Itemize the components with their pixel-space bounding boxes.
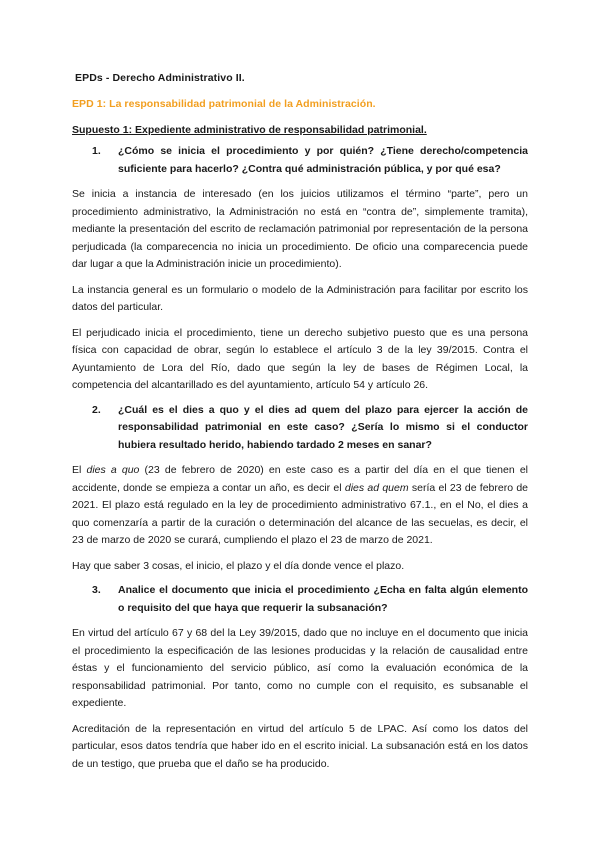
question-2	[72, 402, 528, 455]
question-1-text: ¿Cómo se inicia el procedimiento y por quién? ¿Tiene derecho/competencia suficiente para hacerlo? ¿Contra qué administración pública, y por qué esa?	[118, 145, 528, 175]
answer-2-text-e: sería el 23 de febrero de 2021. El plazo está regulado en la ley de procedimiento administrativo 67.1., en el No, el dies a quo comenzaría a partir de la curación o determinación del alcance de las secuelas, es decir, el 23 de marzo de 2020 se curará, cumpliendo el plazo el 23 de marzo de 2021.	[72, 481, 528, 546]
answer-2-term-dies-ad-quem: dies ad quem	[344, 481, 409, 494]
answer-2-paragraph-1	[72, 462, 528, 550]
answer-1-paragraph-3: El perjudicado inicia el procedimiento, tiene un derecho subjetivo puesto que es una persona física con capacidad de obrar, según lo establece el artículo 3 de la ley 39/2015. Contra el Ayuntamiento de Lora del Río, dado que según la ley de bases de Régimen Local, la competencia del alcantarillado es del ayuntamiento, artículo 54 y artículo 26.	[72, 326, 528, 391]
document-page	[72, 72, 528, 773]
answer-2-term-dies-a-quo: dies a quo	[86, 464, 140, 476]
answer-3-paragraph-1: En virtud del artículo 67 y 68 del la Ley 39/2015, dado que no incluye en el documento que inicia el procedimiento la especificación de las lesiones producidas y la relación de causalidad entre éstas y el funcionamiento del servicio público, así como la evaluación económica de la responsabilidad patrimonial. Por tanto, como no cumple con el requisito, es subsanable el expediente.	[72, 627, 528, 709]
question-1-number: 1.	[92, 145, 101, 157]
answer-1-paragraph-1: Se inicia a instancia de interesado (en los juicios utilizamos el término “parte”, pero un procedimiento administrativo, la Administración no está en “contra de”, simplemente tramita), mediante la presentación del escrito de reclamación patrimonial por representación de la persona perjudicada (la comparecencia no inicia un procedimiento. De oficio una comparecencia puede dar lugar a que la Administración inicie un procedimiento).	[72, 188, 528, 270]
question-1	[72, 143, 528, 178]
question-2-text: ¿Cuál es el dies a quo y el dies ad quem del plazo para ejercer la acción de responsabilidad patrimonial en este caso? ¿Sería lo mismo si el conductor hubiera resultado herido, habiendo tardado 2 meses en sanar?	[118, 403, 528, 451]
answer-2-text-c: (23 de febrero de 2020) en este caso es a partir del día en el que tienen el accidente, donde se empieza a contar un año, es decir el	[72, 464, 528, 494]
document-title: EPDs - Derecho Administrativo II.	[75, 72, 245, 84]
answer-3-paragraph-2: Acreditación de la representación en virtud del artículo 5 de LPAC. Así como los datos del particular, esos datos tendría que haber ido en el escrito inicial. La subsanación está en los datos de un testigo, que prueba que el daño se ha producido.	[72, 722, 528, 770]
case-heading: Supuesto 1: Expediente administrativo de responsabilidad patrimonial.	[72, 124, 427, 136]
question-3-number: 3.	[92, 584, 101, 596]
question-2-number: 2.	[92, 403, 101, 416]
answer-2-text-a: El	[72, 464, 87, 476]
question-3	[72, 582, 528, 617]
document-subtitle: EPD 1: La responsabilidad patrimonial de la Administración.	[72, 98, 376, 110]
answer-2-paragraph-2: Hay que saber 3 cosas, el inicio, el plazo y el día donde vence el plazo.	[72, 559, 405, 572]
question-3-text: Analice el documento que inicia el procedimiento ¿Echa en falta algún elemento o requisito del que haya que requerir la subsanación?	[118, 584, 528, 614]
answer-1-paragraph-2: La instancia general es un formulario o modelo de la Administración para facilitar por escrito los datos del particular.	[72, 283, 528, 313]
